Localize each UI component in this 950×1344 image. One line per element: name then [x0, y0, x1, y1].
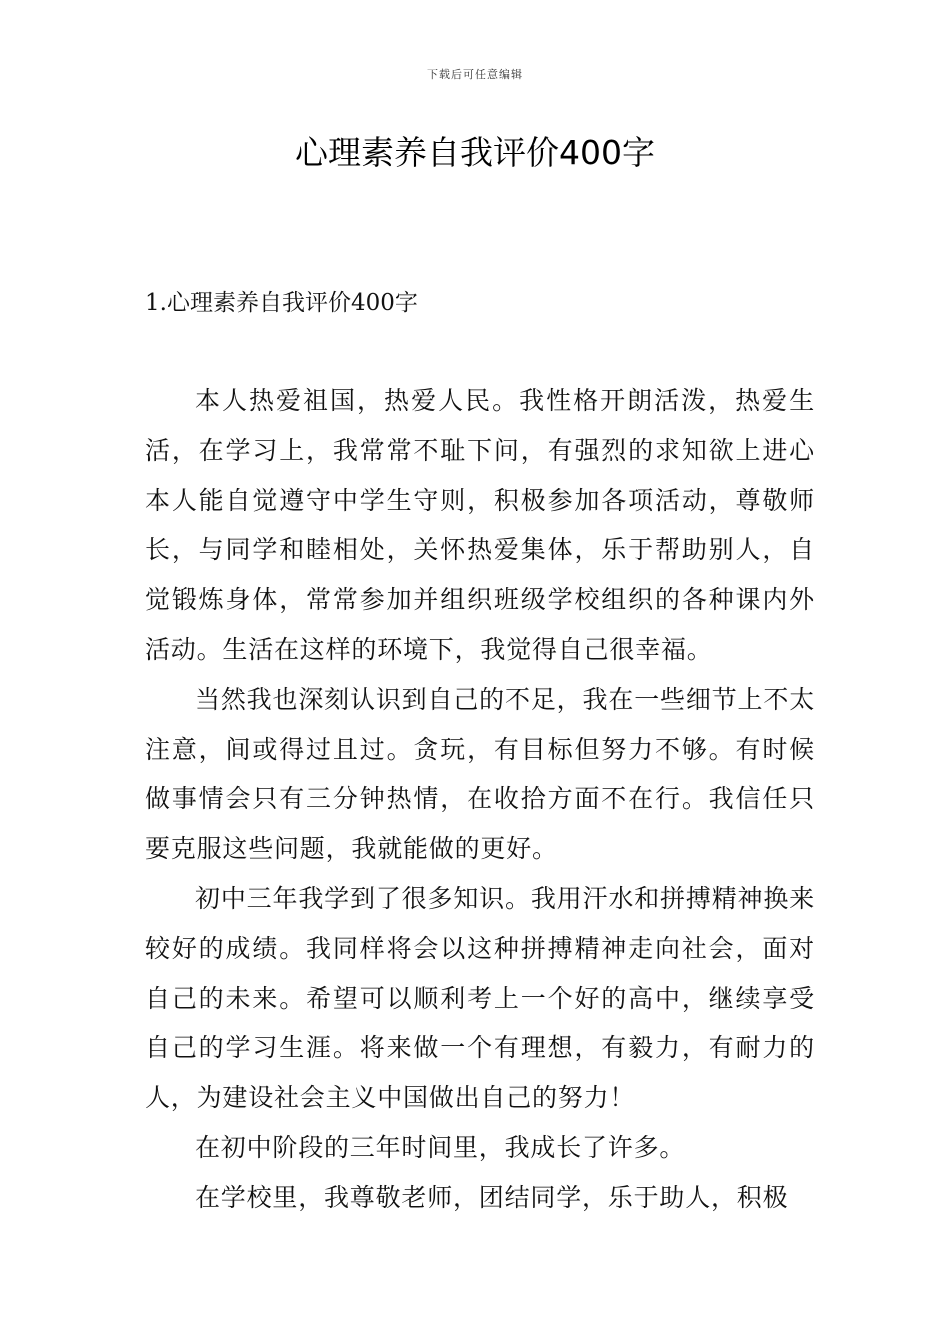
paragraph: 本人热爱祖国，热爱人民。我性格开朗活泼，热爱生活，在学习上，我常常不耻下问，有强烈的求知欲上进心本人能自觉遵守中学生守则，积极参加各项活动，尊敬师长，与同学和睦相处，关怀热爱集体，乐于帮助别人，自觉锻炼身体，常常参加并组织班级学校组织的各种课内外活动。生活在这样的环境下，我觉得自己很幸福。	[145, 386, 815, 664]
paragraph: 在学校里，我尊敬老师，团结同学，乐于助人，积极	[195, 1182, 789, 1212]
page-title: 心理素养自我评价400字	[295, 133, 655, 172]
paragraph: 在初中阶段的三年时间里，我成长了许多。	[195, 1132, 686, 1162]
paragraph: 初中三年我学到了很多知识。我用汗水和拼搏精神换来较好的成绩。我同样将会以这种拼搏精神走向社会，面对自己的未来。希望可以顺利考上一个好的高中，继续享受自己的学习生涯。将来做一个有理想，有毅力，有耐力的人，为建设社会主义中国做出自己的努力！	[145, 883, 815, 1113]
body-text	[145, 376, 815, 1223]
header-note: 下载后可任意编辑	[427, 68, 523, 81]
paragraph: 当然我也深刻认识到自己的不足，我在一些细节上不太注意，间或得过且过。贪玩，有目标但努力不够。有时候做事情会只有三分钟热情，在收拾方面不在行。我信任只要克服这些问题，我就能做的更好。	[145, 684, 815, 864]
section-heading: 1.心理素养自我评价400字	[145, 290, 418, 316]
